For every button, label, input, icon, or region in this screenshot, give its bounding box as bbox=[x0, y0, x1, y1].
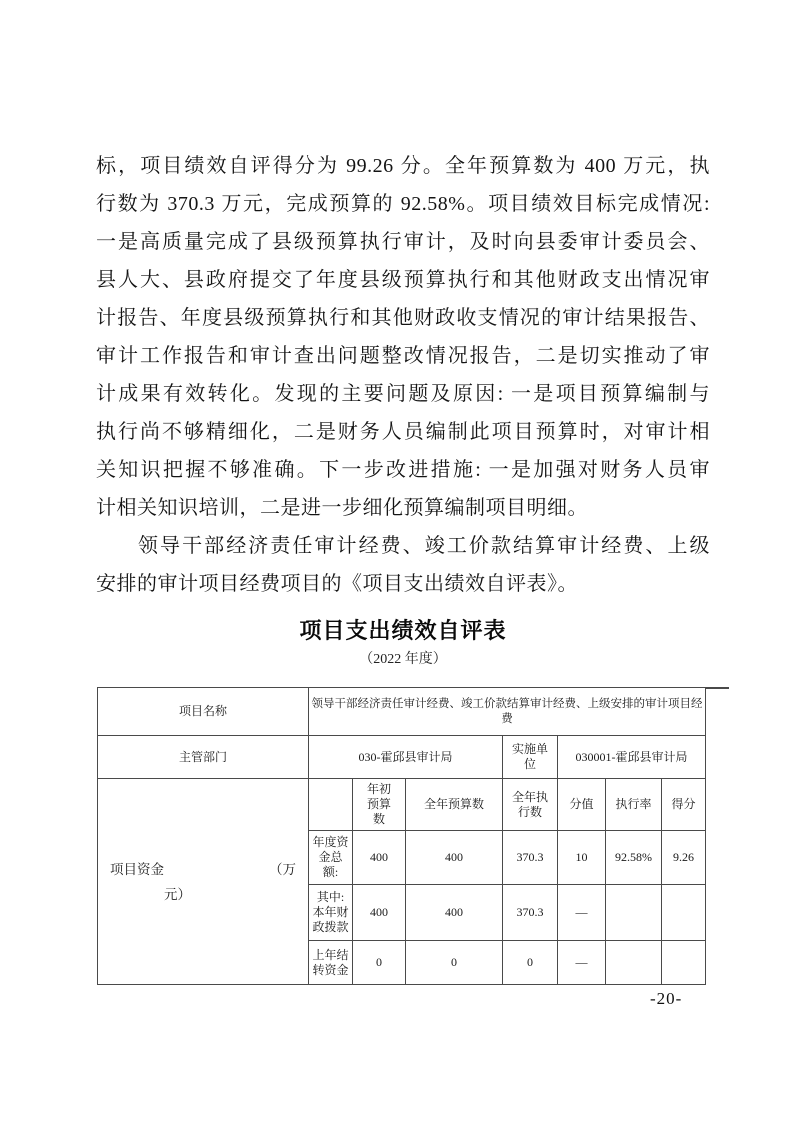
project-name-value: 领导干部经济责任审计经费、竣工价款结算审计经费、上级安排的审计项目经费 bbox=[309, 688, 706, 736]
header-annual-execution bbox=[503, 779, 558, 831]
paragraph-line: 领导干部经济责任审计经费、竣工价款结算审计经费、上级 bbox=[138, 535, 710, 557]
funds-label-unit: 元） bbox=[164, 886, 191, 902]
header-score-weight: 分值 bbox=[558, 779, 606, 831]
cell-value: 400 bbox=[406, 831, 503, 885]
self-evaluation-table bbox=[97, 687, 706, 985]
paragraph-line: 行数为 370.3 万元，完成预算的 92.58%。项目绩效目标完成情况: bbox=[96, 193, 710, 215]
header-initial-budget bbox=[353, 779, 406, 831]
cell-value: 370.3 bbox=[503, 831, 558, 885]
paragraph-line: 安排的审计项目经费项目的《项目支出绩效自评表》。 bbox=[96, 573, 578, 595]
paragraph-line: 一是高质量完成了县级预算执行审计，及时向县委审计委员会、 bbox=[96, 231, 710, 253]
row-label: 年度资金总额: bbox=[309, 831, 353, 885]
row-label: 其中:本年财政拨款 bbox=[309, 885, 353, 941]
funds-label-right: （万 bbox=[269, 861, 296, 877]
header-text: 年初预算数 bbox=[366, 782, 391, 826]
cell-value: 400 bbox=[406, 885, 503, 941]
cell-value: 370.3 bbox=[503, 885, 558, 941]
cell-value: 0 bbox=[503, 941, 558, 985]
cell-value bbox=[606, 941, 662, 985]
paragraph-line: 审计工作报告和审计查出问题整改情况报告，二是切实推动了审 bbox=[96, 345, 710, 367]
header-score: 得分 bbox=[662, 779, 706, 831]
paragraph-line: 县人大、县政府提交了年度县级预算执行和其他财政支出情况审 bbox=[96, 269, 710, 291]
header-execution-rate: 执行率 bbox=[606, 779, 662, 831]
impl-unit-value: 030001-霍邱县审计局 bbox=[558, 736, 706, 779]
cell-value: 92.58% bbox=[606, 831, 662, 885]
cell-value bbox=[606, 885, 662, 941]
cell-value: 10 bbox=[558, 831, 606, 885]
cell-value: 400 bbox=[353, 885, 406, 941]
funds-label-left: 项目资金 bbox=[110, 861, 164, 877]
cell-value: 400 bbox=[353, 831, 406, 885]
table-subtitle: （2022 年度） bbox=[359, 652, 447, 667]
table-border-artifact bbox=[705, 687, 729, 689]
project-funds-cell bbox=[98, 779, 309, 985]
paragraph-line: 计相关知识培训，二是进一步细化预算编制项目明细。 bbox=[96, 497, 588, 519]
paragraph-line: 标，项目绩效自评得分为 99.26 分。全年预算数为 400 万元，执 bbox=[96, 155, 710, 177]
paragraph-line: 计成果有效转化。发现的主要问题及原因: 一是项目预算编制与 bbox=[96, 383, 710, 405]
header-empty-cell bbox=[309, 779, 353, 831]
cell-value: 0 bbox=[353, 941, 406, 985]
paragraph-line: 关知识把握不够准确。下一步改进措施: 一是加强对财务人员审 bbox=[96, 459, 710, 481]
paragraph-line: 执行尚不够精细化，二是财务人员编制此项目预算时，对审计相 bbox=[96, 421, 710, 443]
page-number: -20- bbox=[650, 989, 683, 1008]
cell-value bbox=[662, 885, 706, 941]
table-title: 项目支出绩效自评表 bbox=[299, 618, 507, 643]
header-annual-budget: 全年预算数 bbox=[406, 779, 503, 831]
cell-value: 0 bbox=[406, 941, 503, 985]
project-name-label: 项目名称 bbox=[98, 688, 309, 736]
table-header-row bbox=[98, 779, 706, 831]
cell-value: — bbox=[558, 941, 606, 985]
impl-unit-label bbox=[503, 736, 558, 779]
table-row bbox=[98, 688, 706, 736]
project-funds-label bbox=[100, 857, 306, 882]
table-row bbox=[98, 736, 706, 779]
impl-unit-label-text: 实施单位 bbox=[511, 742, 548, 771]
paragraph-line: 计报告、年度县级预算执行和其他财政收支情况的审计结果报告、 bbox=[96, 307, 710, 329]
dept-label: 主管部门 bbox=[98, 736, 309, 779]
row-label: 上年结转资金 bbox=[309, 941, 353, 985]
cell-value: — bbox=[558, 885, 606, 941]
body-paragraphs bbox=[96, 147, 710, 603]
header-text: 全年执行数 bbox=[511, 789, 548, 819]
dept-value: 030-霍邱县审计局 bbox=[309, 736, 503, 779]
cell-value: 9.26 bbox=[662, 831, 706, 885]
cell-value bbox=[662, 941, 706, 985]
